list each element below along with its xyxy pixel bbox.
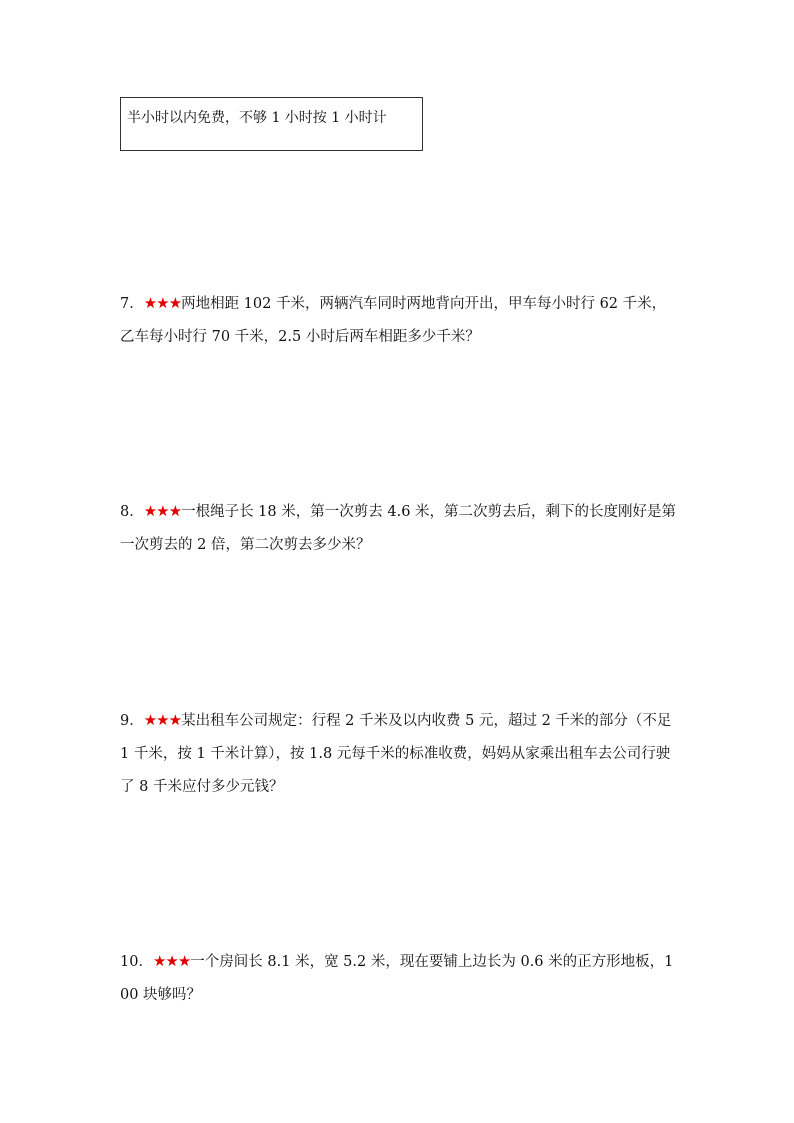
question-10 — [120, 945, 680, 1012]
question-number: 10． — [120, 954, 153, 970]
question-7 — [120, 287, 680, 354]
question-text: 某出租车公司规定：行程 2 千米及以内收费 5 元，超过 2 千米的部分（不足 1 千米，按 1 千米计算），按 1.8 元每千米的标准收费，妈妈从家乘出租车去公司行驶了 8 千米应付多少元钱？ — [120, 713, 672, 795]
difficulty-stars-icon: ★★★ — [152, 952, 191, 970]
question-8 — [120, 495, 680, 562]
question-number: 8． — [120, 504, 144, 520]
difficulty-stars-icon: ★★★ — [143, 711, 182, 729]
question-number: 9． — [120, 713, 144, 729]
difficulty-stars-icon: ★★★ — [143, 294, 182, 312]
question-number: 7． — [120, 296, 144, 312]
question-text: 一个房间长 8.1 米，宽 5.2 米，现在要铺上边长为 0.6 米的正方形地板，100 块够吗？ — [120, 954, 674, 1003]
difficulty-stars-icon: ★★★ — [143, 502, 182, 520]
question-9 — [120, 704, 680, 804]
notice-text: 半小时以内免费，不够 1 小时按 1 小时计 — [127, 110, 387, 126]
question-text: 两地相距 102 千米，两辆汽车同时两地背向开出，甲车每小时行 62 千米，乙车每小时行 70 千米，2.5 小时后两车相距多少千米？ — [120, 296, 667, 345]
question-text: 一根绳子长 18 米，第一次剪去 4.6 米，第二次剪去后，剩下的长度刚好是第一次剪去的 2 倍，第二次剪去多少米？ — [120, 504, 677, 553]
notice-box — [120, 97, 423, 151]
